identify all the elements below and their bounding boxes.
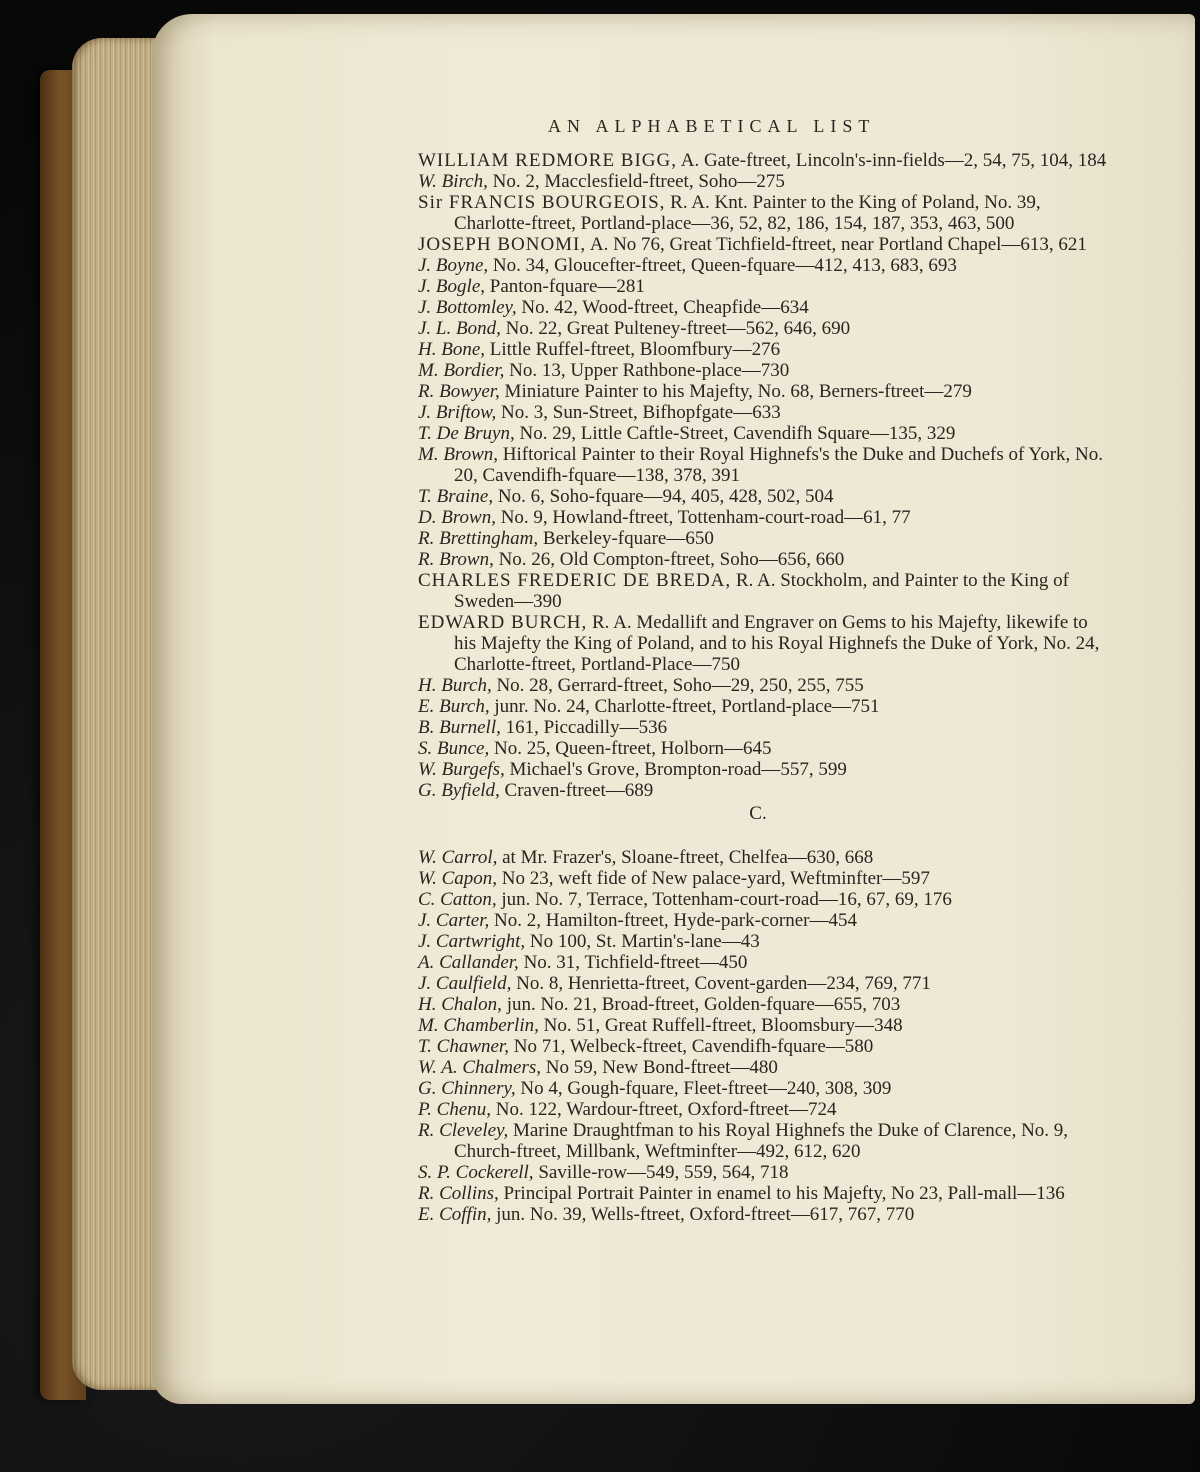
entry-name: JOSEPH BONOMI, [418, 234, 587, 255]
entry-name: G. Chinnery, [418, 1078, 516, 1099]
list-entry [418, 402, 1108, 423]
entry-details: No. 26, Old Compton-ftreet, Soho—656, 660 [493, 549, 845, 570]
entry-details: No. 3, Sun-Street, Bifhopfgate—633 [496, 402, 781, 423]
entry-name: T. Braine, [418, 486, 494, 507]
list-entry [418, 1204, 1108, 1225]
entry-name: E. Coffin, [418, 1204, 492, 1225]
list-entry [418, 717, 1108, 738]
entry-name: H. Chalon, [418, 994, 502, 1015]
list-entry [418, 1015, 1108, 1036]
entry-details: Hiftorical Painter to their Royal Highnefs's the Duke and Duchefs of York, No. 20, Cavendifh-fquare—138, 378, 391 [454, 444, 1104, 486]
list-entry [418, 444, 1108, 486]
entry-details: No. 122, Wardour-ftreet, Oxford-ftreet—724 [491, 1099, 837, 1120]
entry-name: J. L. Bond, [418, 318, 501, 339]
entry-details: No 100, St. Martin's-lane—43 [525, 931, 760, 952]
entry-details: A. Gate-ftreet, Lincoln's-inn-fields—2, 54, 75, 104, 184 [677, 150, 1107, 171]
list-entry [418, 423, 1108, 444]
list-entry [418, 171, 1108, 192]
entry-name: C. Catton, [418, 889, 497, 910]
entry-details: No. 2, Hamilton-ftreet, Hyde-park-corner—454 [489, 910, 857, 931]
list-entry [418, 759, 1108, 780]
entry-name: J. Caulfield, [418, 973, 512, 994]
entry-details: R. A. Knt. Painter to the King of Poland, No. 39, Charlotte-ftreet, Portland-place—36, 52, 82, 186, 154, 187, 353, 463, 500 [454, 192, 1041, 234]
list-entry [418, 255, 1108, 276]
list-entry [418, 738, 1108, 759]
list-entry [418, 192, 1108, 234]
list-entry [418, 868, 1108, 889]
list-entry [418, 910, 1108, 931]
list-entry [418, 1162, 1108, 1183]
list-entry [418, 889, 1108, 910]
entry-name: R. Brown, [418, 549, 494, 570]
entry-details: No. 2, Macclesfield-ftreet, Soho—275 [487, 171, 785, 192]
entry-name: P. Chenu, [418, 1099, 492, 1120]
entry-name: J. Briftow, [418, 402, 497, 423]
entry-details: No. 34, Gloucefter-ftreet, Queen-fquare—412, 413, 683, 693 [488, 255, 957, 276]
entry-name: D. Brown, [418, 507, 496, 528]
entry-name: S. P. Cockerell, [418, 1162, 534, 1183]
entry-details: No 23, weft fide of New palace-yard, Weftminfter—597 [497, 868, 930, 889]
entry-details: Michael's Grove, Brompton-road—557, 599 [504, 759, 847, 780]
section-heading-c: C. [749, 803, 767, 824]
list-entry [418, 507, 1108, 528]
list-entry [418, 276, 1108, 297]
entry-name: Sir FRANCIS BOURGEOIS, [418, 192, 666, 213]
entry-details: jun. No. 7, Terrace, Tottenham-court-road—16, 67, 69, 176 [496, 889, 952, 910]
entry-details: R. A. Stockholm, and Painter to the King of Sweden—390 [454, 570, 1069, 612]
entry-name: WILLIAM REDMORE BIGG, [418, 150, 678, 171]
list-entry [418, 847, 1108, 868]
entry-name: W. Capon, [418, 868, 498, 889]
entry-details: No. 51, Great Ruffell-ftreet, Bloomsbury—348 [538, 1015, 903, 1036]
entry-name: R. Collins, [418, 1183, 499, 1204]
entry-name: CHARLES FREDERIC DE BREDA, [418, 570, 732, 591]
entry-details: No. 8, Henrietta-ftreet, Covent-garden—234, 769, 771 [511, 973, 931, 994]
entry-details: Miniature Painter to his Majefty, No. 68, Berners-ftreet—279 [499, 381, 972, 402]
entries-section-c [418, 847, 1108, 1225]
entry-name: B. Burnell, [418, 717, 501, 738]
list-entry [418, 528, 1108, 549]
entry-name: G. Byfield, [418, 780, 500, 801]
list-entry [418, 1120, 1108, 1162]
list-entry [418, 1078, 1108, 1099]
entry-details: No. 42, Wood-ftreet, Cheapfide—634 [516, 297, 809, 318]
entry-name: J. Bottomley, [418, 297, 517, 318]
entry-name: H. Burch, [418, 675, 492, 696]
list-entry [418, 381, 1108, 402]
entry-name: E. Burch, [418, 696, 490, 717]
list-entry [418, 780, 1108, 801]
entry-details: at Mr. Frazer's, Sloane-ftreet, Chelfea—630, 668 [497, 847, 874, 868]
entry-details: Panton-fquare—281 [485, 276, 645, 297]
list-entry [418, 1036, 1108, 1057]
entry-details: No. 13, Upper Rathbone-place—730 [504, 360, 790, 381]
entry-details: 161, Piccadilly—536 [500, 717, 668, 738]
entry-details: jun. No. 39, Wells-ftreet, Oxford-ftreet—617, 767, 770 [491, 1204, 915, 1225]
entry-name: W. A. Chalmers, [418, 1057, 541, 1078]
entry-name: T. Chawner, [418, 1036, 509, 1057]
entry-name: W. Carrol, [418, 847, 498, 868]
list-entry [418, 973, 1108, 994]
entry-name: T. De Bruyn, [418, 423, 515, 444]
list-entry [418, 612, 1108, 675]
entry-name: J. Boyne, [418, 255, 489, 276]
entry-details: Berkeley-fquare—650 [538, 528, 714, 549]
list-entry [418, 1099, 1108, 1120]
list-entry [418, 1057, 1108, 1078]
list-entry [418, 696, 1108, 717]
entry-name: R. Cleveley, [418, 1120, 509, 1141]
list-entry [418, 952, 1108, 973]
entry-details: No. 29, Little Caftle-Street, Cavendifh Square—135, 329 [514, 423, 956, 444]
list-entry [418, 318, 1108, 339]
entry-details: No. 6, Soho-fquare—94, 405, 428, 502, 504 [493, 486, 834, 507]
entry-list [418, 150, 1108, 1225]
entry-name: W. Burgefs, [418, 759, 505, 780]
entry-details: No 71, Welbeck-ftreet, Cavendifh-fquare—580 [508, 1036, 874, 1057]
entry-details: Little Ruffel-ftreet, Bloomfbury—276 [485, 339, 781, 360]
list-entry [418, 931, 1108, 952]
entry-details: No. 25, Queen-ftreet, Holborn—645 [489, 738, 772, 759]
entry-details: No. 9, Howland-ftreet, Tottenham-court-road—61, 77 [495, 507, 911, 528]
list-entry [418, 297, 1108, 318]
entry-details: No. 22, Great Pulteney-ftreet—562, 646, 690 [500, 318, 851, 339]
entry-name: M. Bordier, [418, 360, 505, 381]
entry-details: Saville-row—549, 559, 564, 718 [533, 1162, 789, 1183]
entry-name: J. Cartwright, [418, 931, 526, 952]
entry-name: W. Birch, [418, 171, 488, 192]
entry-details: Marine Draughtfman to his Royal Highnefs the Duke of Clarence, No. 9, Church-ftreet, Millbank, Weftminfter—492, 612, 620 [454, 1120, 1069, 1162]
entry-details: R. A. Medallift and Engraver on Gems to his Majefty, likewife to his Majefty the King of Poland, and to his Royal Highnefs the Duke of York, No. 24, Charlotte-ftreet, Portland-Place—750 [454, 612, 1100, 675]
list-entry [418, 1183, 1108, 1204]
list-entry [418, 360, 1108, 381]
entry-details: No. 28, Gerrard-ftreet, Soho—29, 250, 255, 755 [491, 675, 864, 696]
entry-details: jun. No. 21, Broad-ftreet, Golden-fquare—655, 703 [501, 994, 901, 1015]
list-entry [418, 339, 1108, 360]
list-entry [418, 549, 1108, 570]
entry-details: junr. No. 24, Charlotte-ftreet, Portland-place—751 [489, 696, 880, 717]
page-title: AN ALPHABETICAL LIST [548, 116, 876, 136]
entry-name: M. Brown, [418, 444, 499, 465]
entry-name: R. Brettingham, [418, 528, 539, 549]
list-entry [418, 994, 1108, 1015]
list-entry [418, 150, 1108, 171]
entry-name: A. Callander, [418, 952, 519, 973]
entries-section-b [418, 150, 1108, 801]
entry-name: J. Bogle, [418, 276, 486, 297]
list-entry [418, 486, 1108, 507]
entry-details: No 59, New Bond-ftreet—480 [541, 1057, 778, 1078]
entry-details: No 4, Gough-fquare, Fleet-ftreet—240, 308, 309 [515, 1078, 892, 1099]
list-entry [418, 570, 1108, 612]
list-entry [418, 675, 1108, 696]
list-entry [418, 234, 1108, 255]
entry-name: M. Chamberlin, [418, 1015, 539, 1036]
entry-details: A. No 76, Great Tichfield-ftreet, near Portland Chapel—613, 621 [586, 234, 1087, 255]
entry-details: No. 31, Tichfield-ftreet—450 [518, 952, 748, 973]
entry-details: Craven-ftreet—689 [499, 780, 654, 801]
entry-name: J. Carter, [418, 910, 490, 931]
entry-name: R. Bowyer, [418, 381, 500, 402]
entry-name: H. Bone, [418, 339, 486, 360]
entry-details: Principal Portrait Painter in enamel to his Majefty, No 23, Pall-mall—136 [498, 1183, 1065, 1204]
entry-name: EDWARD BURCH, [418, 612, 588, 633]
entry-name: S. Bunce, [418, 738, 490, 759]
